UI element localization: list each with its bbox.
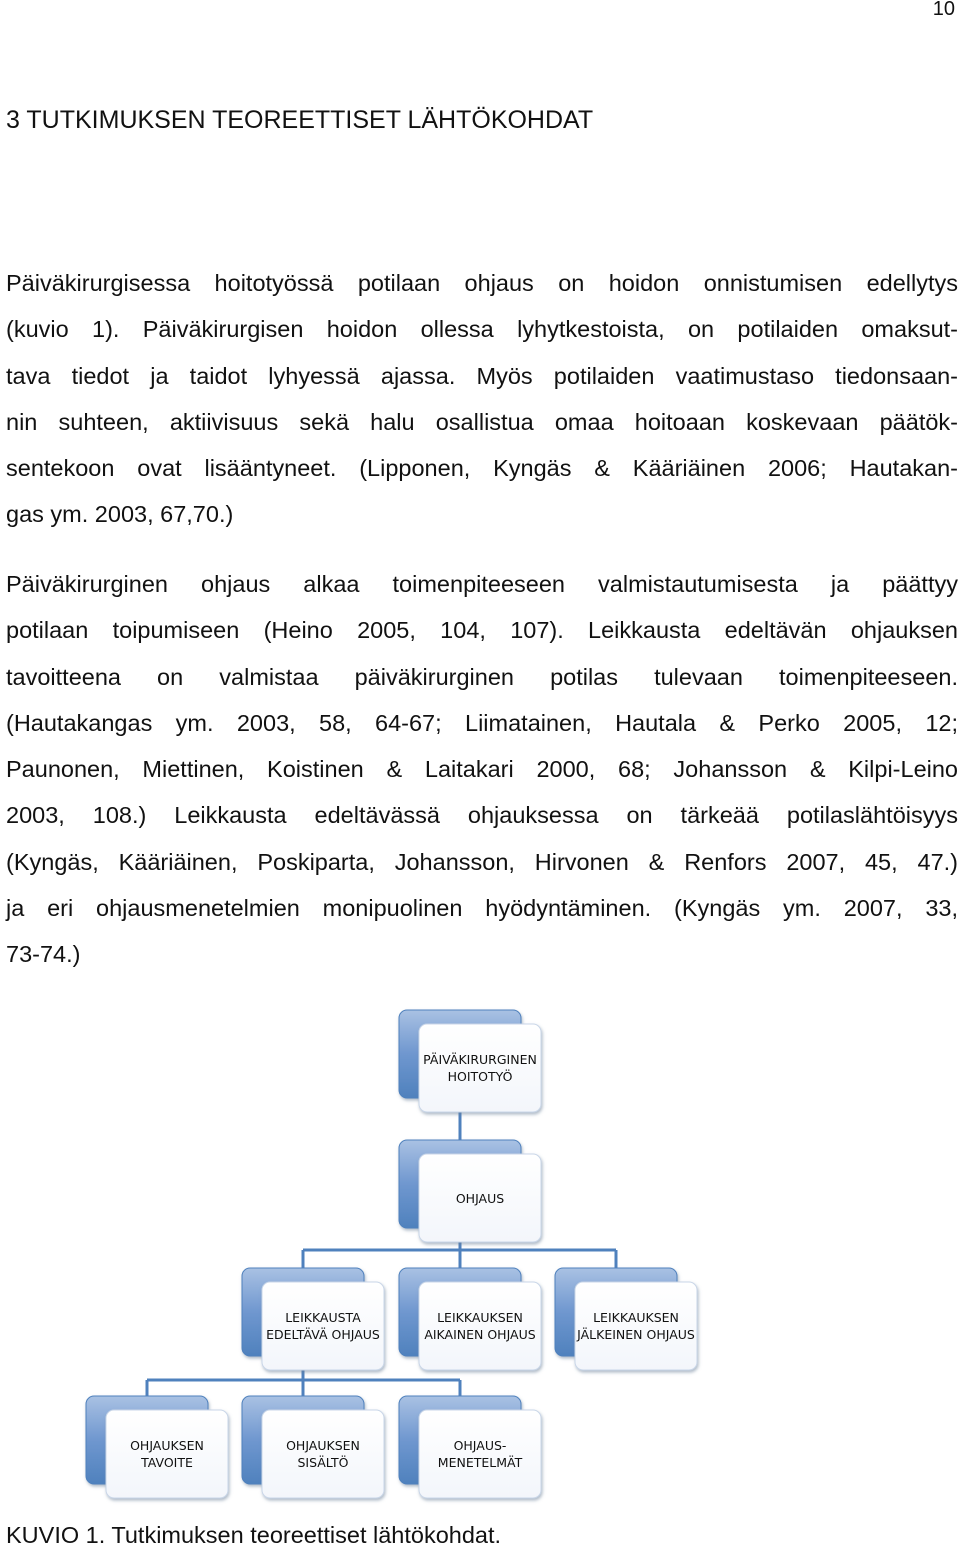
figure-caption: KUVIO 1. Tutkimuksen teoreettiset lähtökohdat. [6, 1522, 502, 1548]
node-leikkausta-edeltava-ohjaus: LEIKKAUSTA EDELTÄVÄ OHJAUS [266, 1310, 380, 1342]
paragraph-line: nin suhteen, aktiivisuus sekä halu osallistua omaa hoitoaan koskevaan päätök- [6, 408, 958, 435]
paragraph-line: gas ym. 2003, 67,70.) [6, 501, 234, 528]
paragraph-line: (kuvio 1). Päiväkirurgisen hoidon ollessa lyhytkestoista, on potilaiden omaksut- [6, 316, 958, 343]
node-ohjaus: OHJAUS [455, 1190, 505, 1206]
node-ohjauksen-sisalto: OHJAUKSEN SISÄLTÖ [286, 1438, 360, 1470]
paragraph-line: tava tiedot ja taidot lyhyessä ajassa. Myös potilaiden vaatimustaso tiedonsaan- [6, 362, 958, 389]
node-ohjauksen-tavoite: OHJAUKSEN TAVOITE [130, 1438, 204, 1470]
paragraph-1 [6, 260, 958, 538]
paragraph-line: (Kyngäs, Kääriäinen, Poskiparta, Johansson, Hirvonen & Renfors 2007, 45, 47.) [6, 848, 958, 875]
paragraph-line: 2003, 108.) Leikkausta edeltävässä ohjauksessa on tärkeää potilaslähtöisyys [6, 802, 958, 829]
paragraph-line: 73-74.) [6, 941, 81, 968]
node-paivakirurginen-hoitotyo: PÄIVÄKIRURGINEN HOITOTYÖ [423, 1052, 537, 1084]
paragraph-line: Päiväkirurginen ohjaus alkaa toimenpiteeseen valmistautumisesta ja päättyy [6, 571, 958, 597]
section-heading: 3 TUTKIMUKSEN TEOREETTISET LÄHTÖKOHDAT [6, 106, 594, 134]
paragraph-line: sentekoon ovat lisääntyneet. (Lipponen, Kyngäs & Kääriäinen 2006; Hautakan- [6, 455, 958, 482]
paragraph-line: ja eri ohjausmenetelmien monipuolinen hyödyntäminen. (Kyngäs ym. 2007, 33, [6, 895, 958, 922]
paragraph-line: Paunonen, Miettinen, Koistinen & Laitakari 2000, 68; Johansson & Kilpi-Leino [6, 756, 958, 783]
node-leikkauksen-aikainen-ohjaus: LEIKKAUKSEN AIKAINEN OHJAUS [424, 1310, 536, 1342]
paragraph-line: (Hautakangas ym. 2003, 58, 64-67; Liimatainen, Hautala & Perko 2005, 12; [6, 709, 958, 736]
paragraph-line: tavoitteena on valmistaa päiväkirurginen potilas tulevaan toimenpiteeseen. [6, 663, 958, 690]
paragraph-2 [6, 561, 958, 978]
node-leikkauksen-jalkeinen-ohjaus: LEIKKAUKSEN JÄLKEINEN OHJAUS [577, 1310, 695, 1342]
page-number: 10 [932, 0, 955, 20]
paragraph-line: potilaan toipumiseen (Heino 2005, 104, 107). Leikkausta edeltävän ohjauksen [6, 617, 958, 644]
hierarchy-diagram [0, 1000, 960, 1510]
node-ohjausmenetelmat: OHJAUS- MENETELMÄT [437, 1438, 523, 1470]
paragraph-line: Päiväkirurgisessa hoitotyössä potilaan ohjaus on hoidon onnistumisen edellytys [6, 270, 958, 296]
